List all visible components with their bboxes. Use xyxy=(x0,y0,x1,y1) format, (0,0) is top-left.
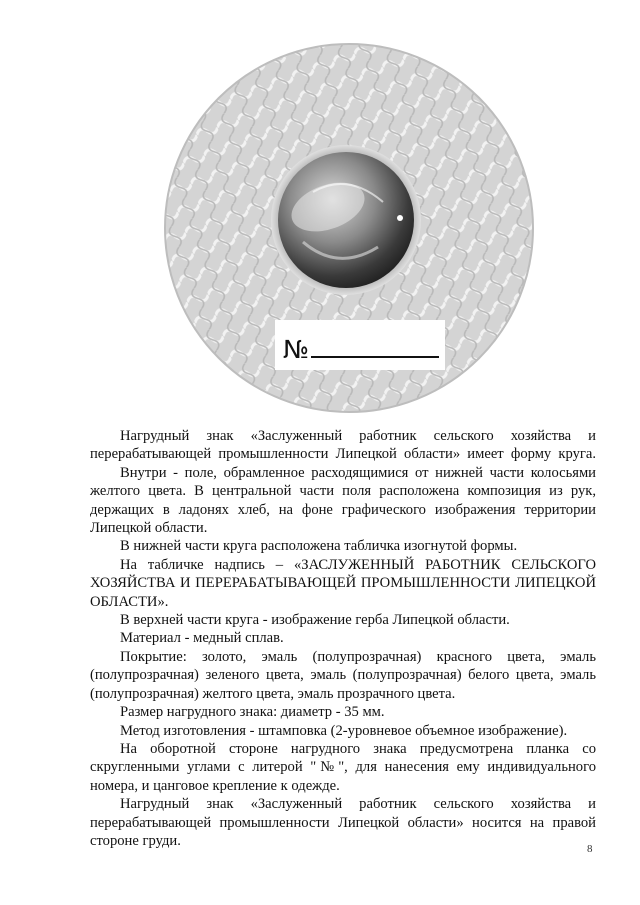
page-number: 8 xyxy=(587,843,593,855)
paragraph: В верхней части круга - изображение герба Липецкой области. xyxy=(120,612,510,629)
paragraph: Покрытие: золото, эмаль (полупрозрачная) красного цвета, эмаль (полупрозрачная) зеленого цвета, эмаль (полупрозрачная) белого цвета, эмаль (полупрозрачная) желтого цвета, эмаль прозрачного цвета. xyxy=(90,648,596,702)
paragraph: Нагрудный знак «Заслуженный работник сельского хозяйства и перерабатывающей промышленности Липецкой области» носится на правой стороне груди. xyxy=(90,796,596,849)
paragraph: На оборотной стороне нагрудного знака предусмотрена планка со скругленными углами с литерой "№", для нанесения ему индивидуального номера, и цанговое крепление к одежде. xyxy=(90,740,596,794)
paragraph: В нижней части круга расположена табличка изогнутой формы. xyxy=(120,538,518,555)
number-sign: № xyxy=(283,335,310,364)
description-text xyxy=(90,427,596,850)
paragraph: На табличке надпись – «ЗАСЛУЖЕННЫЙ РАБОТНИК СЕЛЬСКОГО ХОЗЯЙСТВА И ПЕРЕРАБАТЫВАЮЩЕЙ ПРОМЫШЛЕННОСТИ ЛИПЕЦКОЙ ОБЛАСТИ». xyxy=(90,556,596,610)
paragraph: Внутри - поле, обрамленное расходящимися от нижней части колосьями желтого цвета. В центральной части поля расположена композиция из рук, держащих в ладонях хлеб, на фоне графического изображения территории Липецкой области. xyxy=(90,464,596,537)
paragraph: Метод изготовления - штамповка (2-уровневое объемное изображение). xyxy=(120,722,568,739)
paragraph: Нагрудный знак «Заслуженный работник сельского хозяйства и перерабатывающей промышленности Липецкой области» имеет форму круга. xyxy=(90,428,596,463)
number-blank-line xyxy=(311,338,439,358)
badge-number-plate xyxy=(283,335,439,364)
paragraph: Материал - медный сплав. xyxy=(120,630,284,647)
paragraph: Размер нагрудного знака: диаметр - 35 мм. xyxy=(120,704,385,721)
